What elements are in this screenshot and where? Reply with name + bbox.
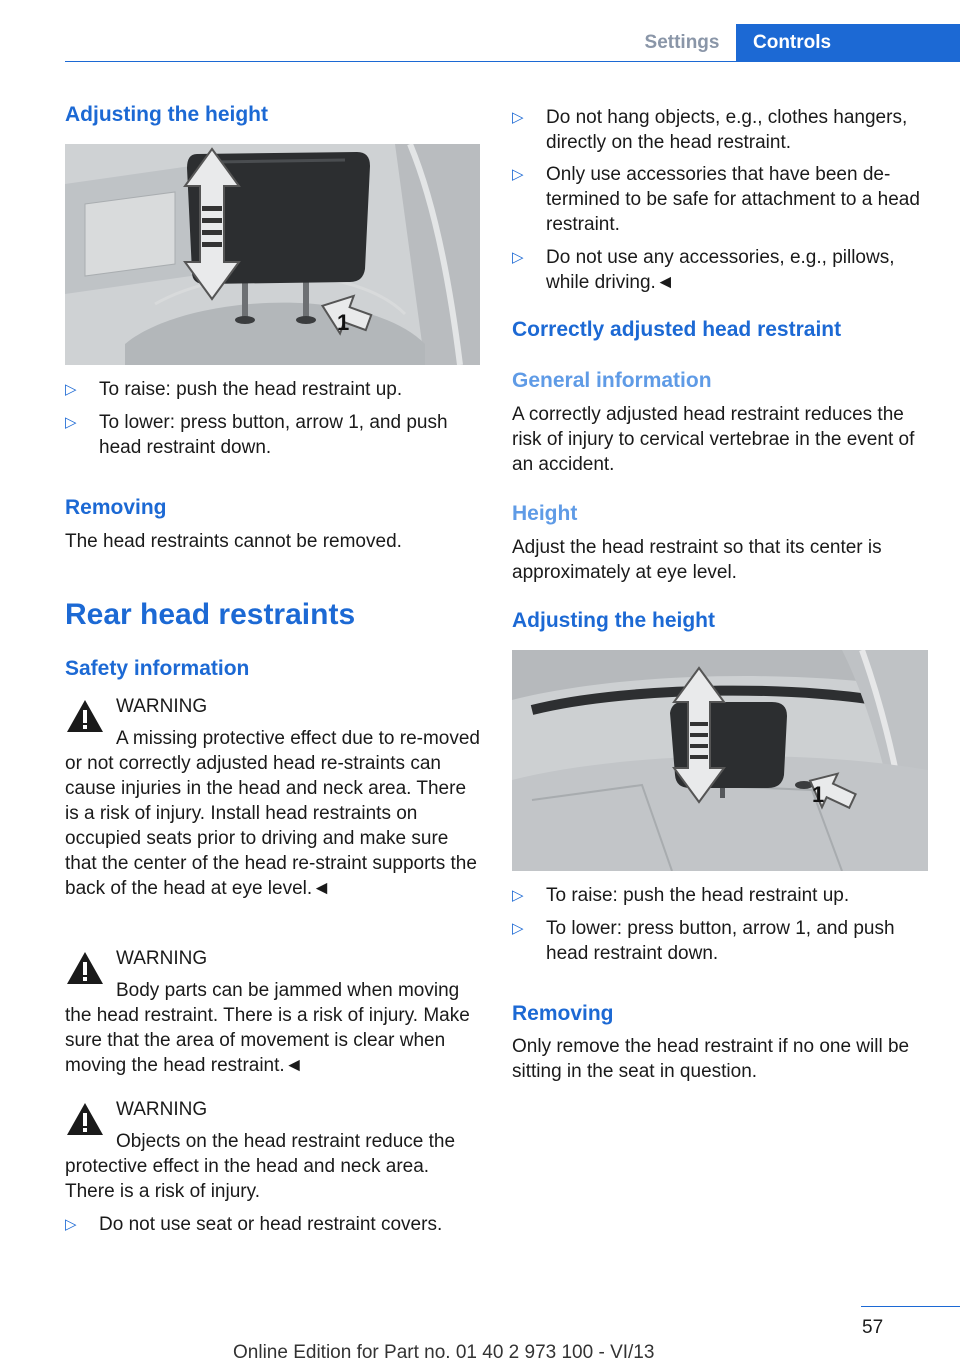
bullet-item: ▷ Do not hang objects, e.g., clothes hangers, directly on the head restraint.: [512, 107, 908, 153]
heading-removing: Removing: [65, 496, 167, 519]
header-chapter: Controls: [736, 24, 960, 62]
warning-text: Body parts can be jammed when moving the head restraint. There is a risk of injury. Make sure that the area of movement is clear when moving the head restraint.◄: [65, 980, 470, 1076]
general-text: A correctly adjusted head restraint reduces the risk of injury to cervical vertebrae in the event of an accident.: [512, 404, 915, 475]
heading-rear-head-restraints: Rear head restraints: [65, 598, 356, 631]
removing-text: Only remove the head restraint if no one will be sitting in the seat in question.: [512, 1036, 910, 1082]
warning-label: WARNING: [116, 948, 208, 969]
heading-safety-information: Safety information: [65, 657, 250, 680]
bullet-item: ▷ Do not use seat or head restraint covers.: [65, 1214, 443, 1235]
triangle-right-icon: ▷: [65, 1216, 77, 1233]
heading-height: Height: [512, 502, 578, 525]
header-section: Settings: [644, 32, 720, 53]
page-number: 57: [862, 1317, 884, 1338]
triangle-right-icon: ▷: [512, 109, 524, 126]
heading-correctly-adjusted: Correctly adjusted head restraint: [512, 318, 842, 341]
triangle-right-icon: ▷: [512, 249, 524, 266]
bullet-item: ▷ Do not use any accessories, e.g., pillows, while driving.◄: [512, 247, 895, 293]
figure-front-illustration: [65, 144, 480, 365]
removing-text: The head restraints cannot be removed.: [65, 531, 402, 552]
header-rule: [65, 61, 960, 62]
triangle-right-icon: ▷: [512, 887, 524, 904]
heading-adjusting-height: Adjusting the height: [65, 103, 268, 126]
warning-label: WARNING: [116, 1099, 208, 1120]
triangle-right-icon: ▷: [65, 381, 77, 398]
heading-adjusting-height: Adjusting the height: [512, 609, 715, 632]
footer-rule: [861, 1306, 960, 1307]
warning-text: A missing protective effect due to re-moved or not correctly adjusted head re-straints can cause injuries in the head and neck area. There is a risk of injury. Install head restraints on occupied seats prior to driving and make sure that the center of the head re-straint supports the back of the head at eye level.◄: [65, 728, 480, 899]
warning-text: Objects on the head restraint reduce the protective effect in the head and neck area. There is a risk of injury.: [65, 1131, 456, 1202]
bullet-item: ▷ To lower: press button, arrow 1, and push head restraint down.: [512, 918, 895, 964]
heading-general-information: General information: [512, 369, 712, 392]
figure-rear-head-restraint: [512, 650, 928, 871]
bullet-item: ▷ Only use accessories that have been de-termined to be safe for attachment to a head restraint.: [512, 164, 920, 235]
figure-front-head-restraint: [65, 144, 480, 365]
triangle-right-icon: ▷: [512, 166, 524, 183]
figure-callout-1: 1: [812, 782, 825, 807]
footer-edition: Online Edition for Part no. 01 40 2 973 100 - VI/13: [233, 1342, 655, 1363]
height-text: Adjust the head restraint so that its center is approximately at eye level.: [512, 537, 882, 583]
figure-rear-illustration: [512, 650, 928, 871]
triangle-right-icon: ▷: [65, 414, 77, 431]
warning-label: WARNING: [116, 696, 208, 717]
bullet-item: ▷ To raise: push the head restraint up.: [65, 379, 403, 400]
bullet-item: ▷ To raise: push the head restraint up.: [512, 885, 850, 906]
triangle-right-icon: ▷: [512, 920, 524, 937]
figure-callout-1: 1: [337, 310, 350, 335]
heading-removing: Removing: [512, 1002, 614, 1025]
bullet-item: ▷ To lower: press button, arrow 1, and push head restraint down.: [65, 412, 448, 458]
